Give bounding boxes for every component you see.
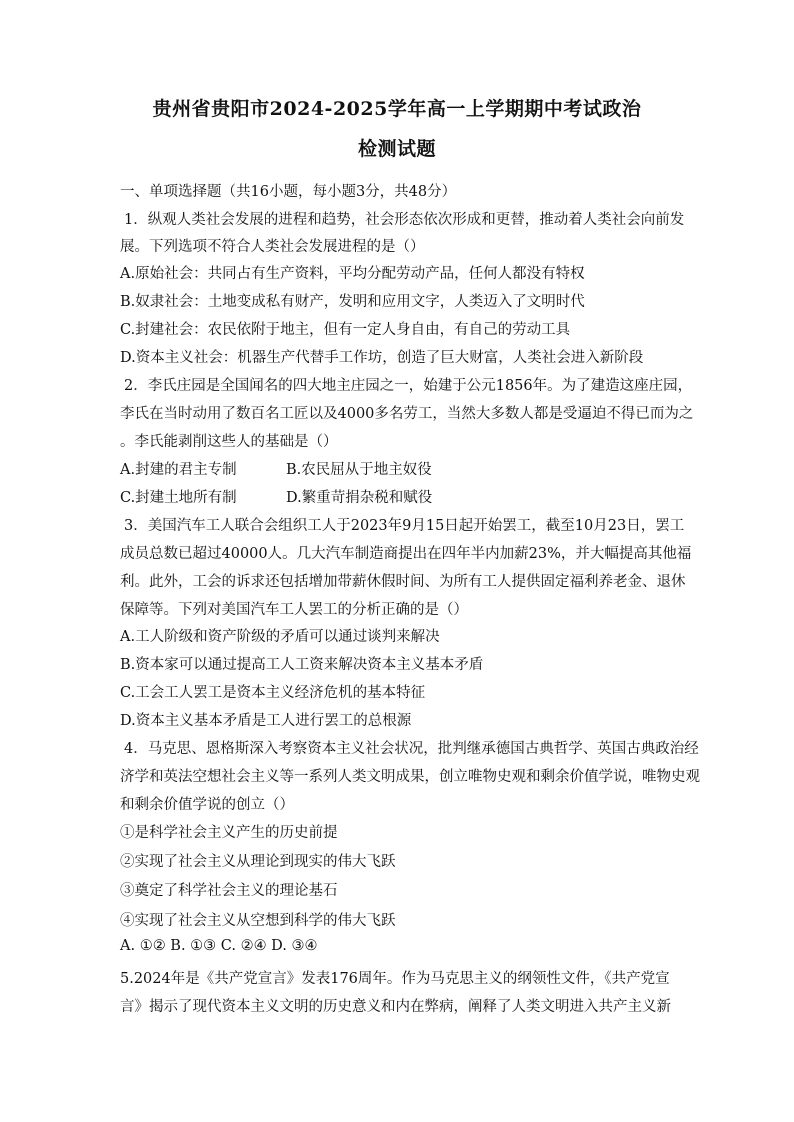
q1-stem-line: 1．纵观人类社会发展的进程和趋势，社会形态依次形成和更替，推动着人类社会向前发: [124, 212, 685, 228]
q3-option-c: C.工会工人罢工是资本主义经济危机的基本特征: [120, 685, 426, 701]
q2-option-a: A.封建的君主专制: [120, 462, 237, 478]
page-subtitle: 检测试题: [357, 138, 436, 160]
q4-statement-3: ③奠定了科学社会主义的理论基石: [120, 883, 338, 899]
q4-stem-line: 4．马克思、恩格斯深入考察资本主义社会状况，批判继承德国古典哲学、英国古典政治经: [124, 741, 699, 757]
q4-stem-line: 和剩余价值学说的创立（）: [120, 797, 294, 813]
q3-option-d: D.资本主义基本矛盾是工人进行罢工的总根源: [120, 713, 412, 729]
q2-stem-line: 李氏在当时动用了数百名工匠以及4000多名劳工，当然大多数人都是受逼迫不得已而为之: [120, 406, 694, 422]
q1-option-c: C.封建社会：农民依附于地主，但有一定人身自由，有自己的劳动工具: [120, 322, 571, 338]
q3-stem-line: 成员总数已超过40000人。几大汽车制造商提出在四年半内加薪23%，并大幅提高其他福: [120, 546, 692, 562]
q1-option-b: B.奴隶社会：土地变成私有财产，发明和应用文字，人类迈入了文明时代: [120, 294, 585, 310]
q2-stem-line: 。李氏能剥削这些人的基础是（）: [120, 434, 338, 450]
q4-stem-line: 济学和英法空想社会主义等一系列人类文明成果，创立唯物史观和剩余价值学说，唯物史观: [120, 769, 700, 785]
section-heading: 一、单项选择题（共16小题，每小题3分，共48分）: [120, 184, 457, 200]
page-title: 贵州省贵阳市2024-2025学年高一上学期期中考试政治: [152, 98, 642, 120]
q3-option-b: B.资本家可以通过提高工人工资来解决资本主义基本矛盾: [120, 657, 484, 673]
q4-answer-options: A. ①② B. ①③ C. ②④ D. ③④: [120, 938, 318, 954]
q2-option-d: D.繁重苛捐杂税和赋役: [286, 490, 433, 506]
q4-statement-1: ①是科学社会主义产生的历史前提: [120, 825, 338, 841]
q3-stem-line: 保障等。下列对美国汽车工人罢工的分析正确的是（）: [120, 602, 468, 618]
q2-stem-line: 2．李氏庄园是全国闻名的四大地主庄园之一，始建于公元1856年。为了建造这座庄园，: [124, 378, 693, 394]
q2-option-b: B.农民屈从于地主奴役: [286, 462, 432, 478]
q1-option-d: D.资本主义社会：机器生产代替手工作坊，创造了巨大财富，人类社会进入新阶段: [120, 350, 644, 366]
q3-stem-line: 利。此外，工会的诉求还包括增加带薪休假时间、为所有工人提供固定福利养老金、退休: [120, 574, 686, 590]
q5-stem-line: 言》揭示了现代资本主义文明的历史意义和内在弊病，阐释了人类文明进入共产主义新: [120, 999, 671, 1015]
q1-option-a: A.原始社会：共同占有生产资料，平均分配劳动产品，任何人都没有特权: [120, 266, 585, 282]
q5-stem-line: 5.2024年是《共产党宣言》发表176周年。作为马克思主义的纲领性文件，《共产党宣: [120, 971, 670, 987]
q3-stem-line: 3．美国汽车工人联合会组织工人于2023年9月15日起开始罢工，截至10月23日，罢工: [124, 518, 685, 534]
q4-statement-2: ②实现了社会主义从理论到现实的伟大飞跃: [120, 854, 396, 870]
q3-option-a: A.工人阶级和资产阶级的矛盾可以通过谈判来解决: [120, 629, 440, 645]
q2-option-c: C.封建土地所有制: [120, 490, 237, 506]
q1-stem-line: 展。下列选项不符合人类社会发展进程的是（）: [120, 239, 425, 255]
q4-statement-4: ④实现了社会主义从空想到科学的伟大飞跃: [120, 913, 396, 929]
